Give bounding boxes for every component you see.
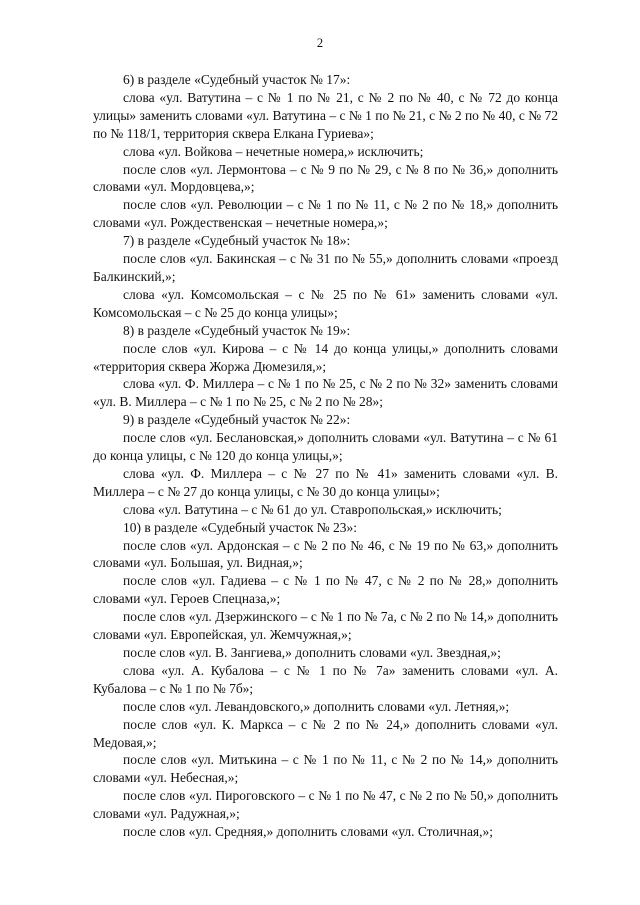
paragraph: после слов «ул. Митькина – с № 1 по № 11, с № 2 по № 14,» дополнить словами «ул. Небесная,»; (93, 752, 558, 786)
paragraph: 9) в разделе «Судебный участок № 22»: (123, 412, 351, 428)
page-number: 2 (316, 36, 324, 50)
paragraph: слова «ул. Комсомольская – с № 25 по № 61» заменить словами «ул. Комсомольская – с № 25 до конца улицы»; (93, 286, 558, 320)
paragraph: после слов «ул. Средняя,» дополнить словами «ул. Столичная,»; (123, 824, 494, 840)
paragraph: после слов «ул. Лермонтова – с № 9 по № 29, с № 8 по № 36,» дополнить словами «ул. Мордовцева,»; (93, 161, 558, 195)
paragraph: слова «ул. Ватутина – с № 61 до ул. Ставропольская,» исключить; (123, 501, 502, 517)
paragraph: после слов «ул. Пироговского – с № 1 по № 47, с № 2 по № 50,» дополнить словами «ул. Радужная,»; (93, 788, 558, 822)
paragraph: после слов «ул. В. Зангиева,» дополнить словами «ул. Звездная,»; (123, 645, 501, 660)
paragraph: после слов «ул. Гадиева – с № 1 по № 47, с № 2 по № 28,» дополнить словами «ул. Героев Спецназа,»; (93, 573, 558, 607)
paragraph: 6) в разделе «Судебный участок № 17»: (123, 72, 351, 87)
document-body (93, 71, 558, 841)
paragraph: после слов «ул. Кирова – с № 14 до конца улицы,» дополнить словами «территория сквера Жоржа Дюмезиля,»; (93, 340, 558, 374)
paragraph: слова «ул. Ф. Миллера – с № 1 по № 25, с № 2 по № 32» заменить словами «ул. В. Миллера – с № 1 по № 25, с № 2 по № 28»; (93, 376, 558, 410)
paragraph: слова «ул. А. Кубалова – с № 1 по № 7а» заменить словами «ул. А. Кубалова – с № 1 по № 7б»; (93, 662, 558, 696)
paragraph: после слов «ул. Революции – с № 1 по № 11, с № 2 по № 18,» дополнить словами «ул. Рождественская – нечетные номера,»; (93, 197, 558, 231)
paragraph: после слов «ул. Беслановская,» дополнить словами «ул. Ватутина – с № 61 до конца улицы, с № 120 до конца улицы,»; (93, 430, 558, 464)
paragraph: после слов «ул. Бакинская – с № 31 по № 55,» дополнить словами «проезд Балкинский,»; (93, 251, 558, 284)
paragraph: после слов «ул. Ардонская – с № 2 по № 46, с № 19 по № 63,» дополнить словами «ул. Большая, ул. Видная,»; (93, 537, 558, 571)
paragraph: 7) в разделе «Судебный участок № 18»: (123, 233, 351, 249)
paragraph: слова «ул. Войкова – нечетные номера,» исключить; (123, 143, 424, 159)
paragraph: слова «ул. Ф. Миллера – с № 27 по № 41» заменить словами «ул. В. Миллера – с № 27 до конца улицы, с № 30 до конца улицы»; (93, 465, 558, 499)
paragraph: после слов «ул. Левандовского,» дополнить словами «ул. Летняя,»; (123, 698, 510, 714)
paragraph: слова «ул. Ватутина – с № 1 по № 21, с № 2 по № 40, с № 72 до конца улицы» заменить словами «ул. Ватутина – с № 1 по № 21, с № 2 по № 40, с № 72 по № 118/1, территория сквера Елкана Гуриева»; (93, 89, 558, 141)
paragraph: после слов «ул. Дзержинского – с № 1 по № 7а, с № 2 по № 14,» дополнить словами «ул. Европейская, ул. Жемчужная,»; (93, 609, 558, 643)
paragraph: 8) в разделе «Судебный участок № 19»: (123, 322, 351, 338)
paragraph: 10) в разделе «Судебный участок № 23»: (123, 519, 358, 535)
paragraph: после слов «ул. К. Маркса – с № 2 по № 24,» дополнить словами «ул. Медовая,»; (93, 716, 558, 750)
